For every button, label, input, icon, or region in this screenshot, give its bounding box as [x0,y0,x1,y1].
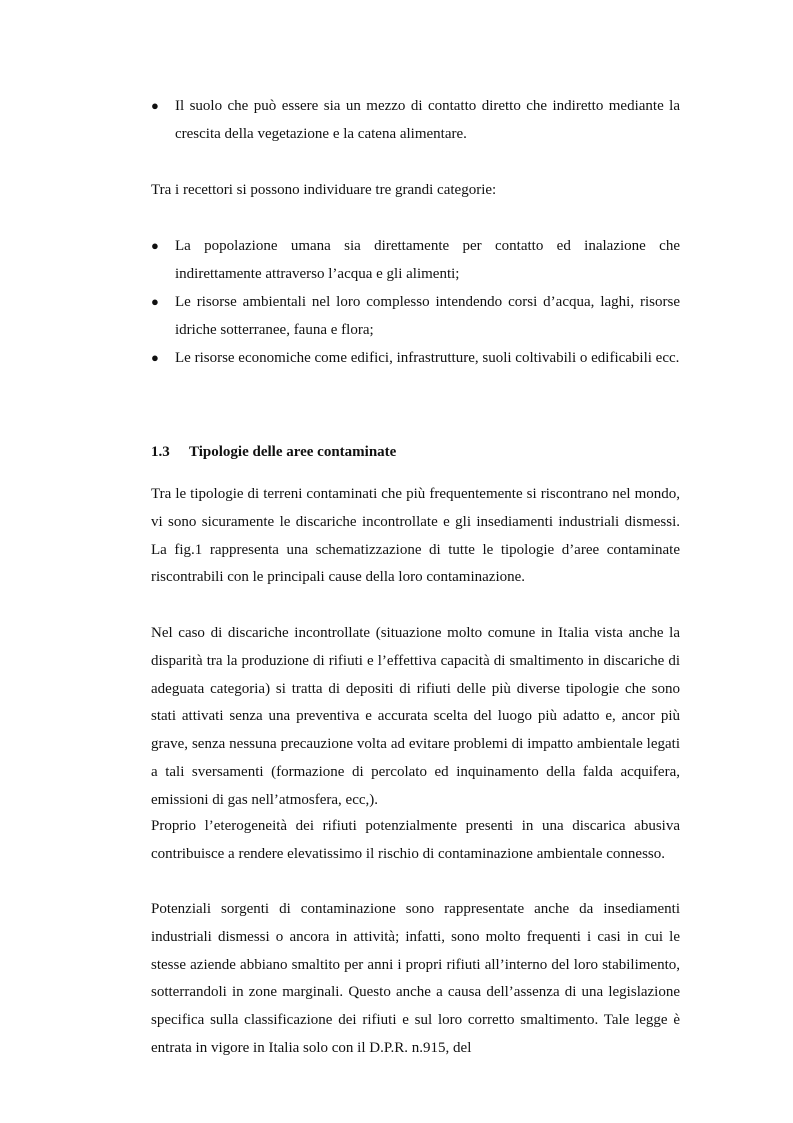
bullet-icon: ● [151,294,159,309]
body-paragraph: Proprio l’eterogeneità dei rifiuti potenzialmente presenti in una discarica abusiva contribuisce a rendere elevatissimo il rischio di contaminazione ambientale connesso. [151,818,680,862]
section-heading [151,438,396,466]
bullet-item-population [151,232,680,288]
body-paragraph: Nel caso di discariche incontrollate (situazione molto comune in Italia vista anche la disparità tra la produzione di rifiuti e l’effettiva capacità di smaltimento in discariche di adeguata categoria) si tratta di depositi di rifiuti delle più diverse tipologie che sono stati attivati senza una preventiva e accurata scelta del luogo più adatto e, ancor più grave, senza nessuna precauzione volta ad evitare problemi di impatto ambientale legati a tali sversamenti (formazione di percolato ed inquinamento della falda acquifera, emissioni di gas nell’atmosfera, ecc,). [151,625,680,808]
bullet-item-soil [151,92,680,148]
bullet-icon: ● [151,350,159,365]
body-paragraph: Potenziali sorgenti di contaminazione sono rappresentate anche da insediamenti industriali dismessi o ancora in attività; infatti, sono molto frequenti i casi in cui le stesse aziende abbiano smaltito per anni i propri rifiuti all’interno del loro stabilimento, sotterrandoli in zone marginali. Questo anche a causa dell’assenza di una legislazione specifica sulla classificazione dei rifiuti e sul loro corretto smaltimento. Tale legge è entrata in vigore in Italia solo con il D.P.R. n.915, del [151,901,680,1056]
bullet-icon: ● [151,98,159,113]
bullet-item-economic [151,344,680,372]
bullet-text: Le risorse economiche come edifici, infrastrutture, suoli coltivabili o edificabili ecc. [175,350,680,366]
section-title: Tipologie delle aree contaminate [189,444,397,460]
bullet-icon: ● [151,238,159,253]
bullet-item-environment [151,288,680,344]
bullet-text: La popolazione umana sia direttamente per contatto ed inalazione che indirettamente attraverso l’acqua e gli alimenti; [175,238,680,282]
section-number: 1.3 [151,444,170,460]
bullet-text: Il suolo che può essere sia un mezzo di contatto diretto che indiretto mediante la crescita della vegetazione e la catena alimentare. [175,98,680,142]
body-paragraph: Tra le tipologie di terreni contaminati che più frequentemente si riscontrano nel mondo, vi sono sicuramente le discariche incontrollate e gli insediamenti industriali dismessi. La fig.1 rappresenta una schematizzazione di tutte le tipologie d’aree contaminate riscontrabili con le principali cause della loro contaminazione. [151,486,680,586]
receptors-intro: Tra i recettori si possono individuare tre grandi categorie: [151,182,497,198]
bullet-text: Le risorse ambientali nel loro complesso intendendo corsi d’acqua, laghi, risorse idriche sotterranee, fauna e flora; [175,294,680,338]
